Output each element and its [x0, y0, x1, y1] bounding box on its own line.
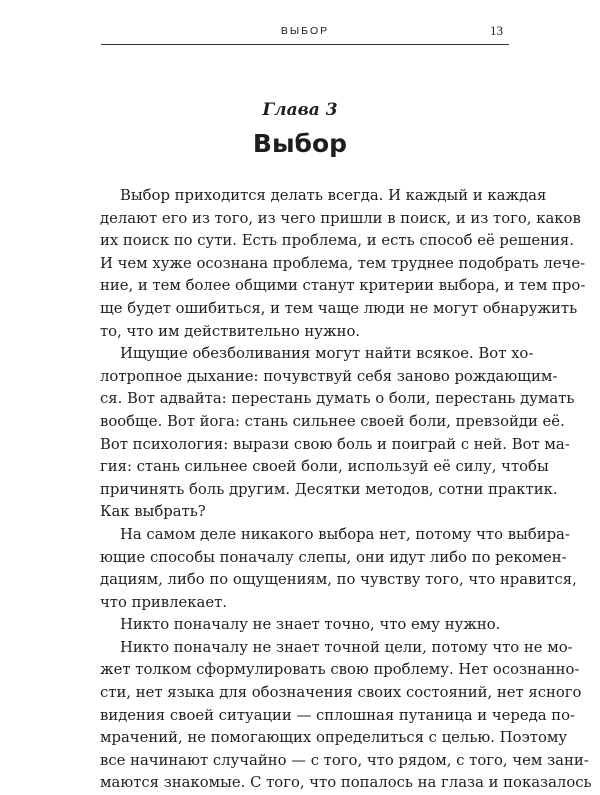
running-title: ВЫБОР [280, 25, 330, 37]
text-line: ние, и тем более общими станут критерии выбора, и тем про- [100, 277, 586, 295]
text-line: лотропное дыхание: почувствуй себя заново рождающим- [100, 367, 558, 385]
chapter-body-text [100, 185, 592, 795]
text-line: И чем хуже осознана проблема, тем труднее подобрать лече- [100, 254, 586, 272]
text-line: мрачений, не помогающих определиться с целью. Поэтому [100, 729, 568, 747]
text-line: маются знакомые. С того, что попалось на глаза и показалось [100, 774, 592, 792]
text-line: вообще. Вот йога: стань сильнее своей боли, превзойди её. [100, 412, 565, 430]
text-line: что привлекает. [100, 593, 227, 611]
text-line: видения своей ситуации — сплошная путаница и череда по- [100, 706, 575, 724]
text-line: причинять боль другим. Десятки методов, сотни практик. [100, 480, 558, 498]
text-line: жет толком сформулировать свою проблему. Нет осознанно- [100, 661, 580, 679]
text-line: гия: стань сильнее своей боли, используй её силу, чтобы [100, 458, 549, 476]
text-line: сти, нет языка для обозначения своих состояний, нет ясного [100, 684, 582, 702]
text-line: ще будет ошибиться, и тем чаще люди не могут обнаружить [100, 299, 578, 317]
page-number: 13 [490, 23, 503, 38]
text-line: дациям, либо по ощущениям, по чувству того, что нравится, [100, 571, 577, 589]
text-line: Никто поначалу не знает точной цели, потому что не мо- [120, 638, 573, 656]
text-line: Выбор приходится делать всегда. И каждый и каждая [120, 187, 547, 204]
text-line: Вот психология: вырази свою боль и поиграй с ней. Вот ма- [100, 435, 570, 453]
text-line: их поиск по сути. Есть проблема, и есть способ её решения. [100, 232, 574, 250]
text-line: ющие способы поначалу слепы, они идут либо по рекомен- [100, 548, 567, 566]
text-line: ся. Вот адвайта: перестань думать о боли, перестань думать [100, 390, 575, 408]
text-line: Как выбрать? [100, 503, 206, 521]
text-line: то, что им действительно нужно. [100, 322, 361, 340]
text-line: делают его из того, из чего пришли в поиск, и из того, каков [100, 209, 581, 227]
chapter-label: Глава 3 [262, 100, 338, 120]
text-line: Ищущие обезболивания могут найти всякое. Вот хо- [120, 345, 534, 363]
text-line: все начинают случайно — с того, что рядом, с того, чем зани- [100, 751, 589, 769]
running-head [101, 22, 509, 45]
chapter-title: Выбор [252, 129, 348, 158]
text-line: Никто поначалу не знает точно, что ему нужно. [120, 616, 501, 634]
text-line: На самом деле никакого выбора нет, потому что выбира- [120, 525, 570, 543]
